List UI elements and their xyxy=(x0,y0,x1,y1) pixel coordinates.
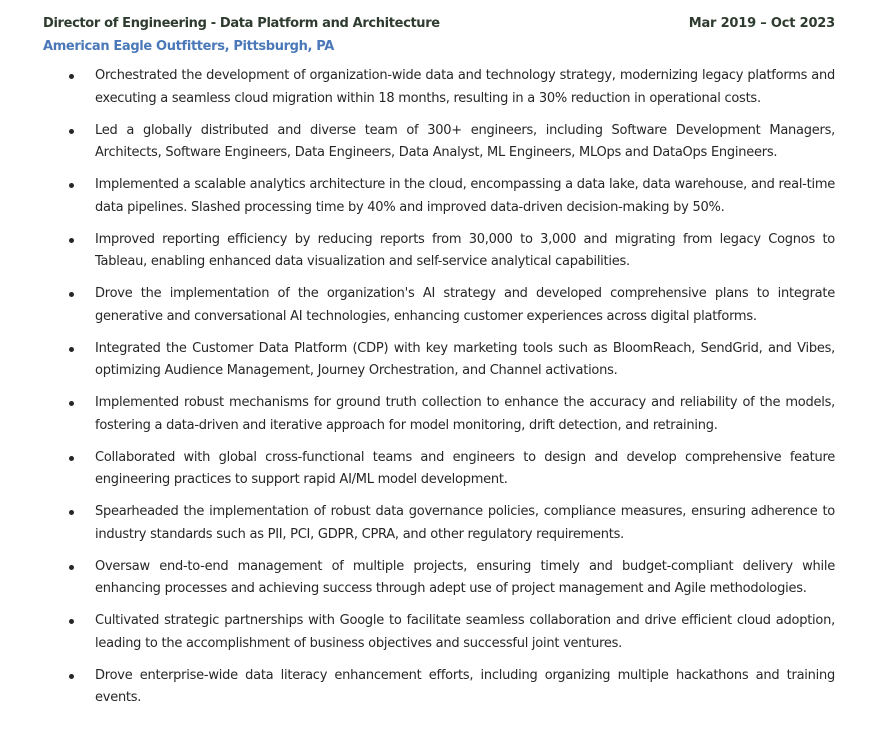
job-dates: Mar 2019 – Oct 2023 xyxy=(688,16,835,31)
list-item-text: Drove enterprise-wide data literacy enhancement efforts, including organizing multiple hackathons and training events. xyxy=(95,667,835,705)
bullet-icon xyxy=(69,401,74,406)
bullet-icon xyxy=(69,347,74,352)
list-item-text: Orchestrated the development of organization-wide data and technology strategy, modernizing legacy platforms and executing a seamless cloud migration within 18 months, resulting in a 30% reduction in operational costs. xyxy=(95,68,835,106)
bullet-icon xyxy=(69,74,74,79)
list-item-text: Cultivated strategic partnerships with Google to facilitate seamless collaboration and drive efficient cloud adoption, leading to the accomplishment of business objectives and successful joint ventures. xyxy=(95,613,835,651)
list-item xyxy=(0,392,886,447)
list-item xyxy=(0,501,886,556)
list-item-text: Oversaw end-to-end management of multiple projects, ensuring timely and budget-compliant delivery while enhancing processes and achieving success through adept use of project management and Agile methodologies. xyxy=(95,558,835,596)
list-item xyxy=(0,65,886,120)
role-row xyxy=(43,16,835,36)
achievement-list xyxy=(0,65,886,719)
bullet-icon xyxy=(69,129,74,134)
bullet-icon xyxy=(69,619,74,624)
bullet-icon xyxy=(69,510,74,515)
list-item xyxy=(0,556,886,611)
list-item-text: Spearheaded the implementation of robust data governance policies, compliance measures, ensuring adherence to industry standards such as PII, PCI, GDPR, CPRA, and other regulatory requirements. xyxy=(95,504,835,542)
job-title: Director of Engineering - Data Platform and Architecture xyxy=(43,16,440,31)
bullet-icon xyxy=(69,183,74,188)
list-item-text: Drove the implementation of the organization's AI strategy and developed comprehensive plans to integrate generative and conversational AI technologies, enhancing customer experiences across digital platforms. xyxy=(95,286,835,324)
list-item xyxy=(0,283,886,338)
list-item-text: Implemented robust mechanisms for ground truth collection to enhance the accuracy and reliability of the models, fostering a data-driven and iterative approach for model monitoring, drift detection, and retraining. xyxy=(95,395,835,433)
bullet-icon xyxy=(69,238,74,243)
list-item xyxy=(0,447,886,502)
job-header xyxy=(43,16,835,54)
list-item-text: Led a globally distributed and diverse team of 300+ engineers, including Software Development Managers, Architects, Software Engineers, Data Engineers, Data Analyst, ML Engineers, MLOps and DataOps Engineers. xyxy=(95,122,835,160)
bullet-icon xyxy=(69,565,74,570)
list-item xyxy=(0,665,886,720)
company-location: American Eagle Outfitters, Pittsburgh, PA xyxy=(43,39,334,54)
list-item xyxy=(0,120,886,175)
bullet-icon xyxy=(69,674,74,679)
list-item-text: Implemented a scalable analytics architecture in the cloud, encompassing a data lake, data warehouse, and real-time data pipelines. Slashed processing time by 40% and improved data-driven decision-making by 50%. xyxy=(95,177,835,215)
list-item-text: Collaborated with global cross-functional teams and engineers to design and develop comprehensive feature engineering practices to support rapid AI/ML model development. xyxy=(95,449,835,487)
bullet-icon xyxy=(69,456,74,461)
list-item xyxy=(0,229,886,284)
list-item xyxy=(0,610,886,665)
bullet-icon xyxy=(69,292,74,297)
list-item-text: Improved reporting efficiency by reducing reports from 30,000 to 3,000 and migrating from legacy Cognos to Tableau, enabling enhanced data visualization and self-service analytical capabilities. xyxy=(95,231,835,269)
list-item xyxy=(0,338,886,393)
list-item xyxy=(0,174,886,229)
list-item-text: Integrated the Customer Data Platform (CDP) with key marketing tools such as BloomReach, SendGrid, and Vibes, optimizing Audience Management, Journey Orchestration, and Channel activations. xyxy=(95,340,835,378)
